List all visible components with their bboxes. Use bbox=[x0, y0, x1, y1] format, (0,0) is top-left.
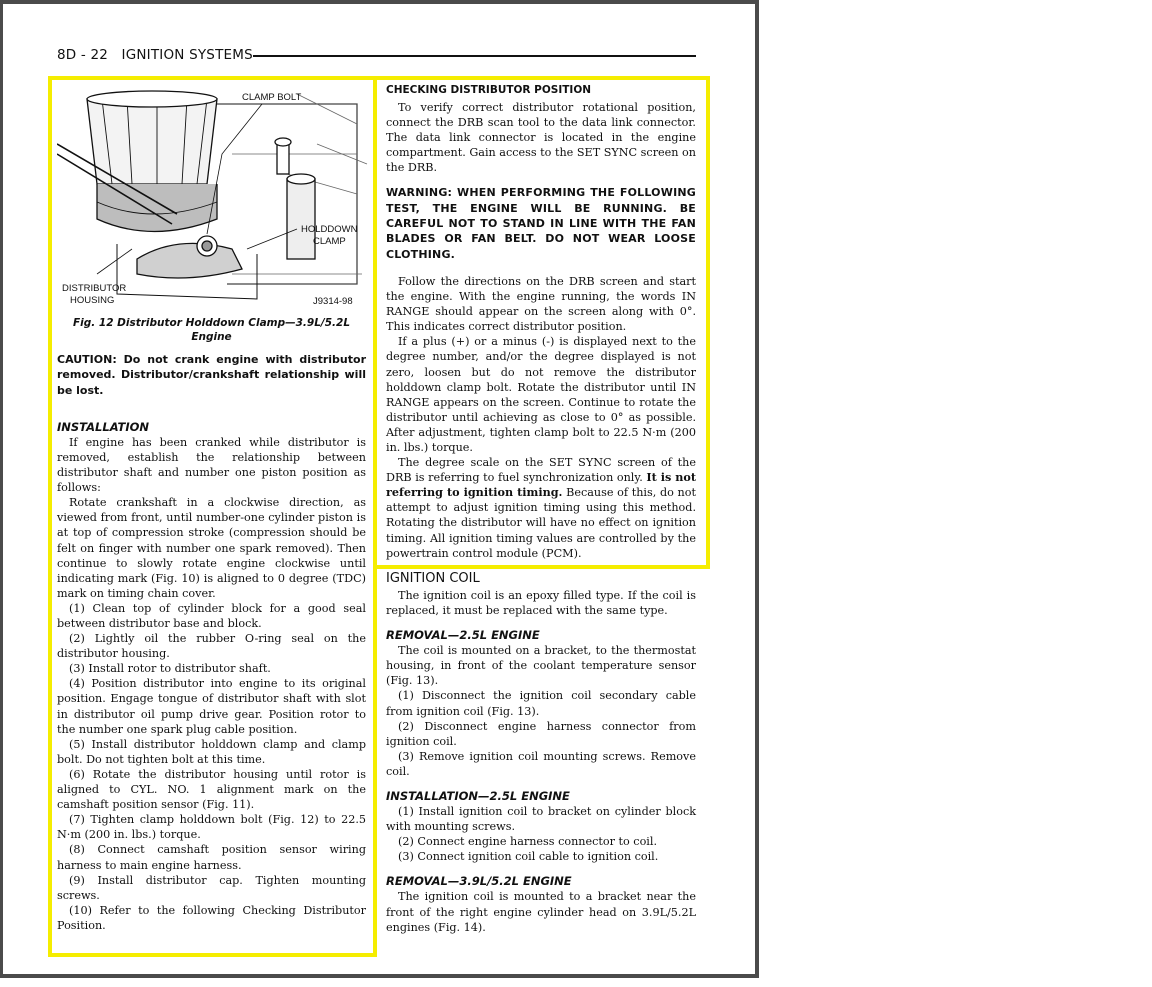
paragraph: The coil is mounted on a bracket, to the thermostat housing, in front of the coolant temperature sensor (Fig. 13). bbox=[386, 644, 696, 688]
step-5: (5) Install distributor holddown clamp and clamp bolt. Do not tighten bolt at this time. bbox=[57, 737, 366, 766]
paragraph: The ignition coil is an epoxy filled type. If the coil is replaced, it must be replaced with the same type. bbox=[386, 589, 696, 618]
step-3: (3) Install rotor to distributor shaft. bbox=[69, 662, 271, 676]
callout-holddown: HOLDDOWN bbox=[301, 224, 358, 235]
page-header bbox=[57, 47, 697, 67]
installation-25-heading: INSTALLATION—2.5L ENGINE bbox=[386, 789, 570, 804]
installation-heading: INSTALLATION bbox=[57, 419, 150, 434]
header-text: 8D - 22 IGNITION SYSTEMS bbox=[57, 47, 253, 63]
step-4: (4) Position distributor into engine to its original position. Engage tongue of distributor shaft with slot in distributor oil pump drive gear. Position rotor to the number one spark plug cable position. bbox=[57, 677, 366, 736]
figure-caption: Fig. 12 Distributor Holddown Clamp—3.9L/5.2L Engine bbox=[72, 317, 351, 343]
paragraph: If a plus (+) or a minus (-) is displayed next to the degree number, and/or the degree displayed is not zero, loosen but do not remove the distributor holddown clamp bolt. Rotate the distributor until IN RANGE appears on the screen. Continue to rotate the distributor until achieving as close to 0° as possible. After adjustment, tighten clamp bolt to 22.5 N·m (200 in. lbs.) torque. bbox=[386, 335, 696, 454]
ignition-coil-heading: IGNITION COIL bbox=[386, 571, 480, 586]
step-1: (1) Clean top of cylinder block for a good seal between distributor base and block. bbox=[57, 601, 366, 631]
figure-distributor-clamp bbox=[57, 84, 368, 314]
left-column bbox=[57, 316, 366, 933]
callout-clamp: CLAMP bbox=[313, 236, 346, 247]
removal-39-heading: REMOVAL—3.9L/5.2L ENGINE bbox=[386, 874, 572, 889]
paragraph: If engine has been cranked while distributor is removed, establish the relationship between distributor shaft and number one piston position as follows: bbox=[57, 435, 366, 495]
warning-note: WARNING: WHEN PERFORMING THE FOLLOWING TEST, THE ENGINE WILL BE RUNNING. BE CAREFUL NOT TO STAND IN LINE WITH THE FAN BLADES OR FAN BELT. DO NOT WEAR LOOSE CLOTHING. bbox=[386, 186, 696, 261]
paragraph: Follow the directions on the DRB screen and start the engine. With the engine running, the words IN RANGE should appear on the screen along with 0°. This indicates correct distributor position. bbox=[386, 274, 696, 334]
step-1: (1) Disconnect the ignition coil secondary cable from ignition coil (Fig. 13). bbox=[386, 689, 696, 718]
paragraph: The ignition coil is mounted to a bracket near the front of the right engine cylinder head on 3.9L/5.2L engines (Fig. 14). bbox=[386, 890, 696, 934]
checking-heading: CHECKING DISTRIBUTOR POSITION bbox=[386, 84, 592, 96]
step-3: (3) Remove ignition coil mounting screws. Remove coil. bbox=[386, 749, 696, 778]
callout-housing: HOUSING bbox=[70, 295, 115, 306]
distributor-illustration bbox=[57, 84, 368, 314]
step-9: (9) Install distributor cap. Tighten mounting screws. bbox=[57, 873, 366, 902]
right-column-coil bbox=[386, 570, 696, 935]
caution-note: CAUTION: Do not crank engine with distributor removed. Distributor/crankshaft relationship will be lost. bbox=[57, 353, 366, 397]
step-8: (8) Connect camshaft position sensor wiring harness to main engine harness. bbox=[57, 843, 366, 872]
step-7: (7) Tighten clamp holddown bolt (Fig. 12) to 22.5 N·m (200 in. lbs.) torque. bbox=[57, 813, 366, 842]
step-1: (1) Install ignition coil to bracket on cylinder block with mounting screws. bbox=[386, 805, 696, 834]
callout-distributor: DISTRIBUTOR bbox=[62, 283, 127, 294]
paragraph: To verify correct distributor rotational position, connect the DRB scan tool to the data link connector. The data link connector is located in the engine compartment. Gain access to the SET SYNC screen on the DRB. bbox=[386, 101, 696, 175]
step-2: (2) Disconnect engine harness connector from ignition coil. bbox=[386, 719, 696, 748]
header-rule bbox=[253, 55, 696, 57]
step-6: (6) Rotate the distributor housing until rotor is aligned to CYL. NO. 1 alignment mark on the camshaft position sensor (Fig. 11). bbox=[57, 767, 366, 812]
figure-ref-code: J9314-98 bbox=[313, 296, 353, 307]
paragraph: Rotate crankshaft in a clockwise direction, as viewed from front, until number-one cylinder piston is at top of compression stroke (compression should be felt on finger with number one spark removed). Then continue to slowly rotate engine clockwise until indicating mark (Fig. 10) is aligned to 0 degree (TDC) mark on timing chain cover. bbox=[57, 496, 366, 600]
step-2: (2) Connect engine harness connector to coil. bbox=[398, 835, 658, 849]
callout-clamp-bolt: CLAMP BOLT bbox=[242, 92, 302, 103]
removal-25-heading: REMOVAL—2.5L ENGINE bbox=[386, 628, 540, 643]
step-10: (10) Refer to the following Checking Distributor Position. bbox=[57, 903, 366, 932]
step-2: (2) Lightly oil the rubber O-ring seal on the distributor housing. bbox=[57, 632, 366, 661]
right-column-checking bbox=[386, 83, 696, 561]
paragraph: The degree scale on the SET SYNC screen of the DRB is referring to fuel synchronization only. It is not referring to ignition timing. Because of this, do not attempt to adjust ignition timing using this method. Rotating the distributor will have no effect on ignition timing. All ignition timing values are controlled by the powertrain control module (PCM). bbox=[386, 456, 696, 560]
step-3: (3) Connect ignition coil cable to ignition coil. bbox=[398, 850, 659, 864]
